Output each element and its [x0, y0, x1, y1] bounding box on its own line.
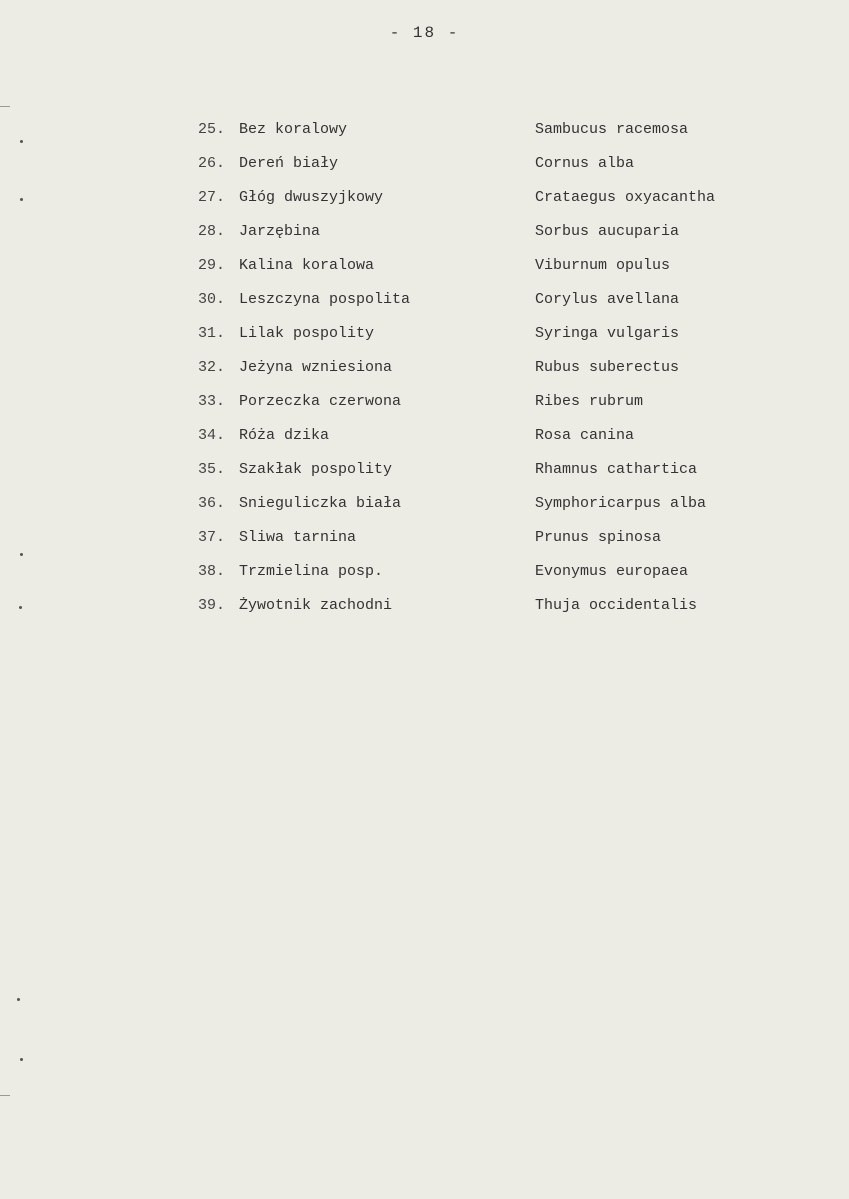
latin-name: Ribes rubrum: [535, 393, 644, 410]
polish-name: Lilak pospolity: [239, 325, 375, 342]
polish-name: Trzmielina posp.: [239, 563, 384, 580]
polish-name: Leszczyna pospolita: [239, 291, 411, 308]
row-number: 30.: [198, 291, 226, 308]
polish-name: Bez koralowy: [239, 121, 348, 138]
row-number: 37.: [198, 529, 226, 546]
polish-name: Żywotnik zachodni: [239, 597, 393, 614]
margin-mark: [20, 1058, 23, 1061]
latin-name: Symphoricarpus alba: [535, 495, 707, 512]
polish-name: Snieguliczka biała: [239, 495, 402, 512]
list-item: [198, 492, 798, 526]
latin-name: Rosa canina: [535, 427, 635, 444]
row-number: 25.: [198, 121, 226, 138]
latin-name: Crataegus oxyacantha: [535, 189, 716, 206]
row-number: 31.: [198, 325, 226, 342]
polish-name: Jarzębina: [239, 223, 321, 240]
latin-name: Thuja occidentalis: [535, 597, 698, 614]
row-number: 29.: [198, 257, 226, 274]
margin-line: [0, 1095, 10, 1096]
list-item: [198, 322, 798, 356]
row-number: 35.: [198, 461, 226, 478]
list-item: [198, 288, 798, 322]
latin-name: Cornus alba: [535, 155, 635, 172]
latin-name: Sorbus aucuparia: [535, 223, 680, 240]
row-number: 39.: [198, 597, 226, 614]
list-item: [198, 560, 798, 594]
row-number: 26.: [198, 155, 226, 172]
polish-name: Róża dzika: [239, 427, 330, 444]
list-item: [198, 356, 798, 390]
row-number: 33.: [198, 393, 226, 410]
list-item: [198, 458, 798, 492]
latin-name: Evonymus europaea: [535, 563, 689, 580]
polish-name: Szakłak pospolity: [239, 461, 393, 478]
polish-name: Sliwa tarnina: [239, 529, 357, 546]
latin-name: Sambucus racemosa: [535, 121, 689, 138]
margin-mark: [19, 606, 22, 609]
row-number: 27.: [198, 189, 226, 206]
margin-mark: [20, 140, 23, 143]
polish-name: Dereń biały: [239, 155, 339, 172]
species-list: [198, 118, 798, 628]
list-item: [198, 186, 798, 220]
margin-line: [0, 106, 10, 107]
page-number: - 18 -: [389, 24, 460, 42]
margin-mark: [20, 553, 23, 556]
margin-mark: [20, 198, 23, 201]
latin-name: Prunus spinosa: [535, 529, 662, 546]
list-item: [198, 118, 798, 152]
latin-name: Corylus avellana: [535, 291, 680, 308]
latin-name: Viburnum opulus: [535, 257, 671, 274]
list-item: [198, 254, 798, 288]
list-item: [198, 594, 798, 628]
polish-name: Kalina koralowa: [239, 257, 375, 274]
latin-name: Rubus suberectus: [535, 359, 680, 376]
list-item: [198, 152, 798, 186]
list-item: [198, 424, 798, 458]
row-number: 36.: [198, 495, 226, 512]
row-number: 38.: [198, 563, 226, 580]
polish-name: Głóg dwuszyjkowy: [239, 189, 384, 206]
row-number: 34.: [198, 427, 226, 444]
latin-name: Rhamnus cathartica: [535, 461, 698, 478]
row-number: 32.: [198, 359, 226, 376]
margin-mark: [17, 998, 20, 1001]
list-item: [198, 390, 798, 424]
list-item: [198, 526, 798, 560]
polish-name: Jeżyna wzniesiona: [239, 359, 393, 376]
row-number: 28.: [198, 223, 226, 240]
polish-name: Porzeczka czerwona: [239, 393, 402, 410]
list-item: [198, 220, 798, 254]
latin-name: Syringa vulgaris: [535, 325, 680, 342]
